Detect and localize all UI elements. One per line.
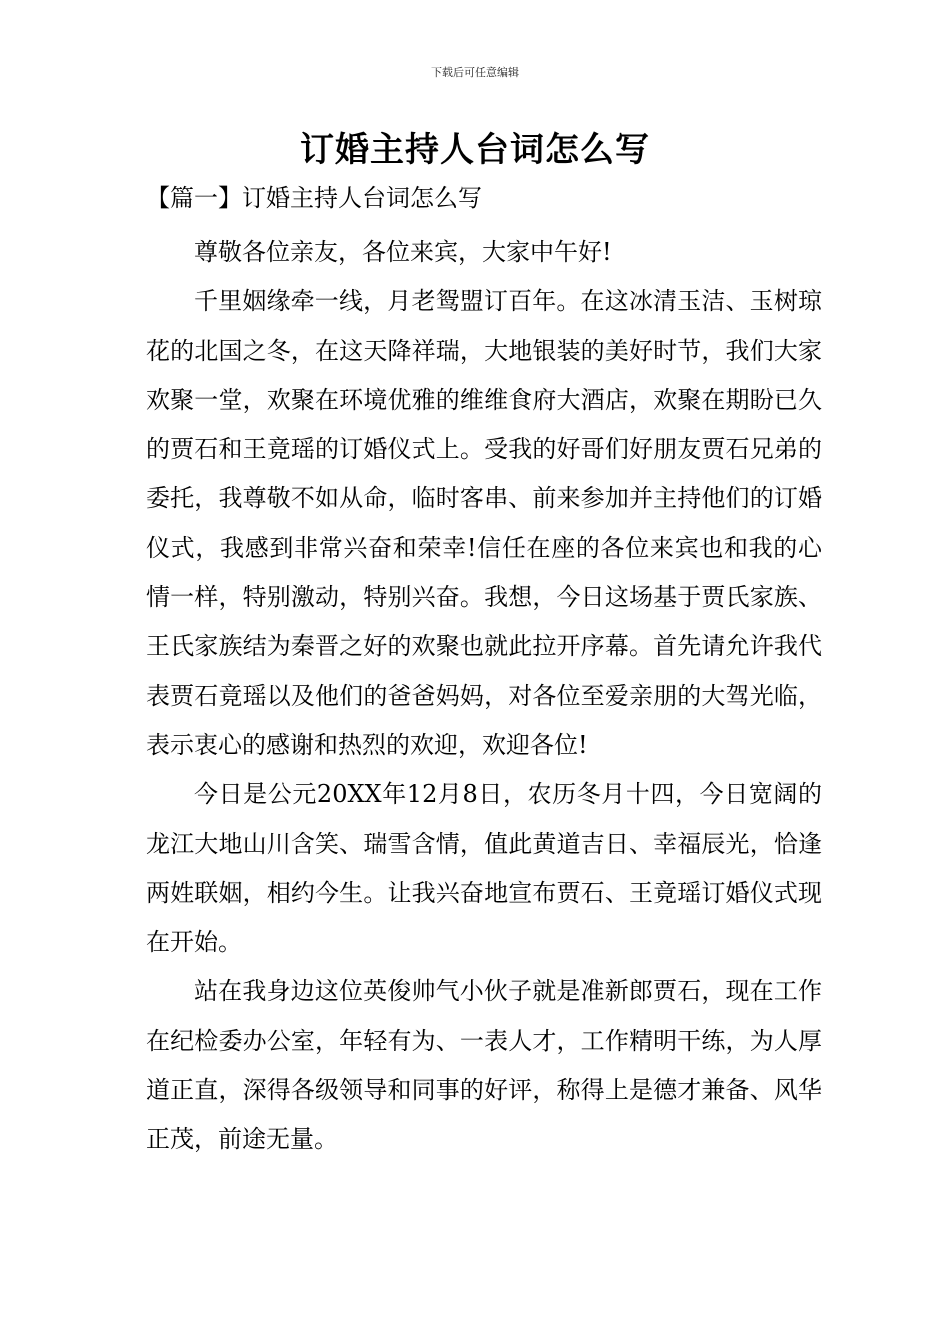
paragraph: 站在我身边这位英俊帅气小伙子就是准新郎贾石，现在工作在纪检委办公室，年轻有为、一表人才，工作精明干练，为人厚道正直，深得各级领导和同事的好评，称得上是德才兼备、风华正茂，前途无量。 <box>146 977 822 1154</box>
paragraph: 今日是公元20XX年12月8日，农历冬月十四，今日宽阔的龙江大地山川含笑、瑞雪含情，值此黄道吉日、幸福辰光，恰逢两姓联姻，相约今生。让我兴奋地宣布贾石、王竟瑶订婚仪式现在开始。 <box>146 780 822 957</box>
paragraph: 尊敬各位亲友，各位来宾，大家中午好! <box>194 238 612 266</box>
document-title: 订婚主持人台词怎么写 <box>300 130 650 170</box>
document-body <box>146 228 822 1165</box>
section-heading: 【篇一】订婚主持人台词怎么写 <box>146 184 482 212</box>
header-note: 下载后可任意编辑 <box>431 66 519 79</box>
paragraph: 千里姻缘牵一线，月老鸳盟订百年。在这冰清玉洁、玉树琼花的北国之冬，在这天降祥瑞，大地银装的美好时节，我们大家欢聚一堂，欢聚在环境优雅的维维食府大酒店，欢聚在期盼已久的贾石和王竟瑶的订婚仪式上。受我的好哥们好朋友贾石兄弟的委托，我尊敬不如从命，临时客串、前来参加并主持他们的订婚仪式，我感到非常兴奋和荣幸!信任在座的各位来宾也和我的心情一样，特别激动，特别兴奋。我想，今日这场基于贾氏家族、王氏家族结为秦晋之好的欢聚也就此拉开序幕。首先请允许我代表贾石竟瑶以及他们的爸爸妈妈，对各位至爱亲朋的大驾光临，表示衷心的感谢和热烈的欢迎，欢迎各位! <box>146 287 822 759</box>
